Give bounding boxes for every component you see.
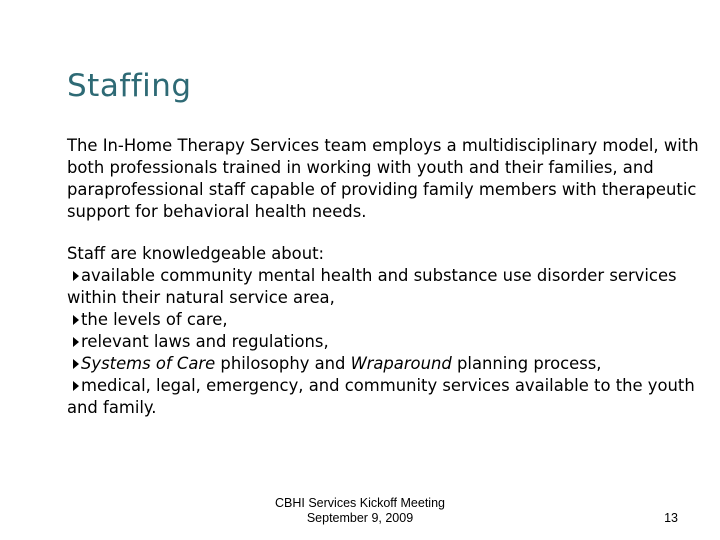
list-item-text: medical, legal, emergency, and community services available to the youth and family.	[67, 376, 695, 417]
systems-of-care-term: Systems of Care	[81, 354, 216, 373]
page-number: 13	[664, 511, 678, 525]
list-item-text: relevant laws and regulations,	[81, 332, 329, 351]
right-triangle-bullet-icon	[73, 315, 79, 325]
staff-lead-text: Staff are knowledgeable about:	[67, 244, 325, 263]
wraparound-term: Wraparound	[350, 354, 452, 373]
right-triangle-bullet-icon	[73, 359, 79, 369]
list-item	[67, 353, 707, 375]
list-item-text: planning process,	[451, 354, 602, 373]
list-item-text: philosophy and	[215, 354, 351, 373]
footer-meeting-date: September 9, 2009	[306, 511, 414, 525]
footer-meeting-info	[0, 496, 720, 526]
list-item	[67, 265, 707, 309]
intro-paragraph: The In-Home Therapy Services team employs a multidisciplinary model, with both professionals trained in working with youth and their families, and paraprofessional staff capable of providing family members with therapeutic support for behavioral health needs.	[67, 136, 699, 221]
list-item-text: the levels of care,	[81, 310, 228, 329]
list-item-text: available community mental health and substance use disorder services within their natural service area,	[67, 266, 677, 307]
staff-knowledge-section	[67, 243, 707, 419]
list-item	[67, 309, 707, 331]
right-triangle-bullet-icon	[73, 337, 79, 347]
right-triangle-bullet-icon	[73, 271, 79, 281]
right-triangle-bullet-icon	[73, 381, 79, 391]
knowledge-list	[67, 265, 707, 419]
footer-meeting-title: CBHI Services Kickoff Meeting	[275, 496, 445, 510]
slide-title: Staffing	[67, 68, 192, 104]
list-item	[67, 331, 707, 353]
list-item	[67, 375, 707, 419]
